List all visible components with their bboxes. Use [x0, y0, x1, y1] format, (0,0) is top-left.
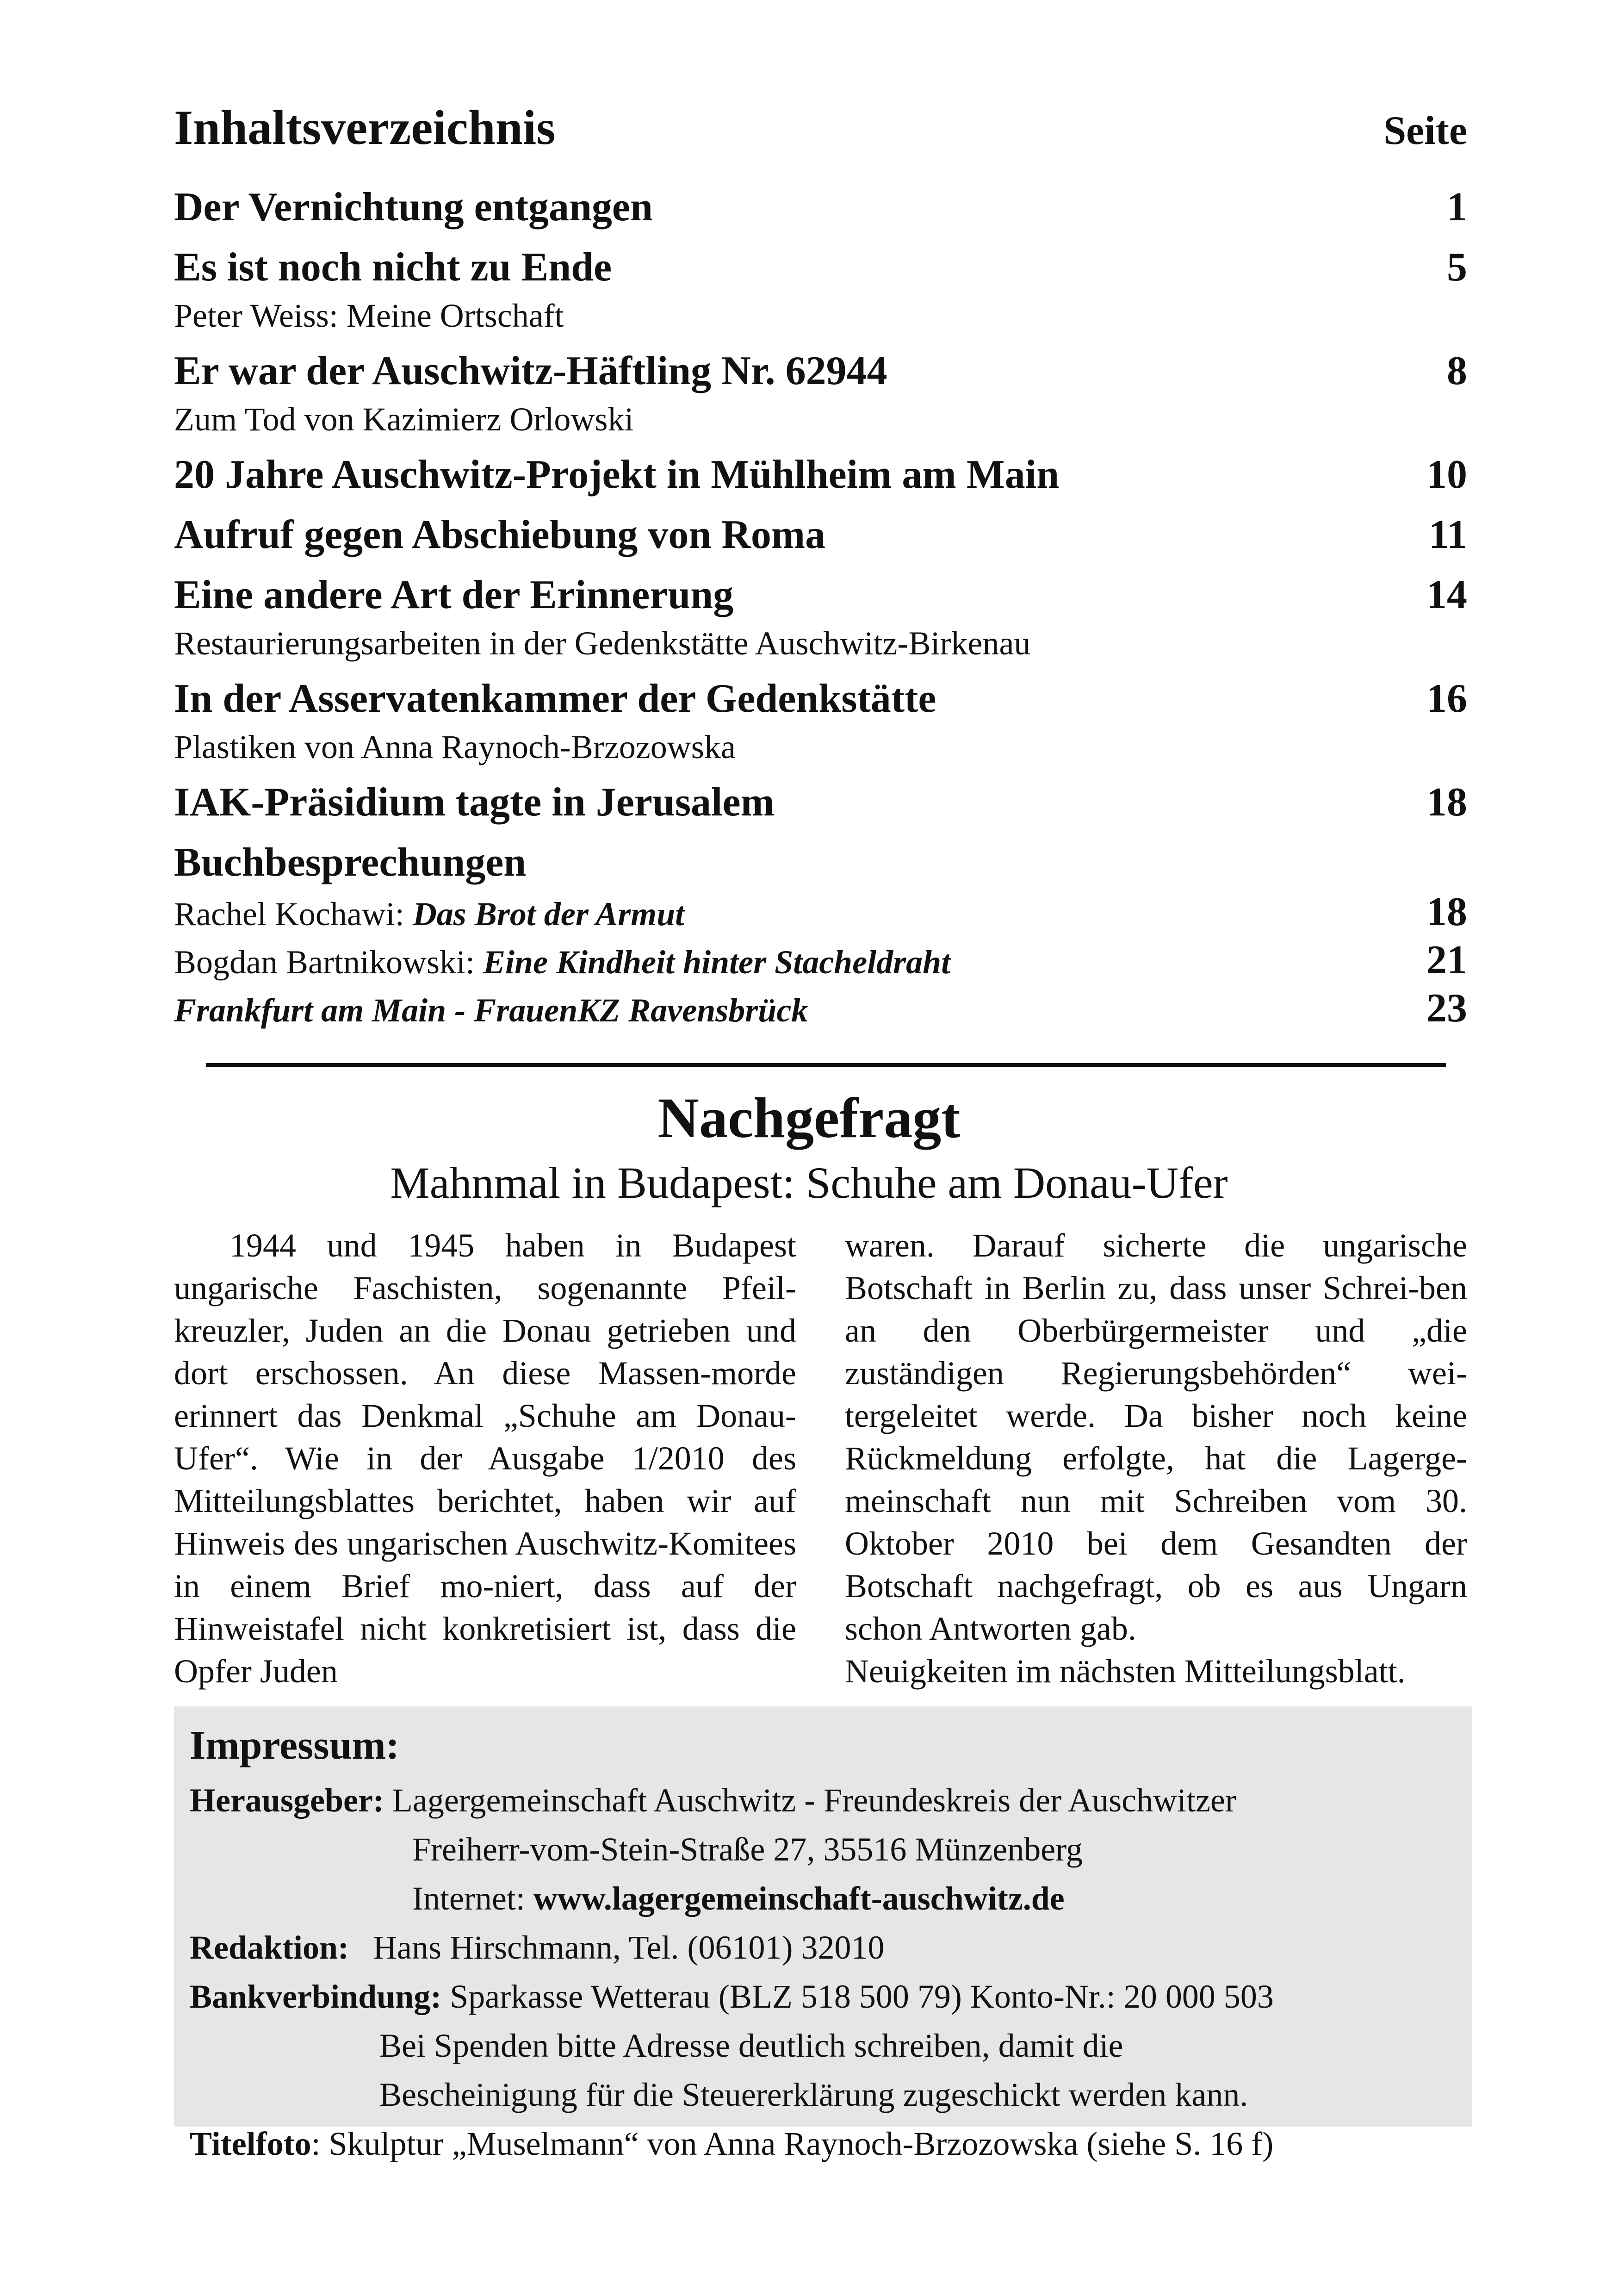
cover-photo-text: : Skulptur „Muselmann“ von Anna Raynoch-Brzozowska (siehe S. 16 f) [311, 2125, 1274, 2162]
book-author: Bogdan Bartnikowski: [174, 944, 483, 981]
toc-title: Inhaltsverzeichnis [174, 100, 556, 155]
book-title: Frankfurt am Main - FrauenKZ Ravensbrück [174, 992, 808, 1029]
toc-entry-page: 14 [1426, 572, 1467, 617]
article-column-left [174, 1224, 796, 1692]
publisher-address: Freiherr-vom-Stein-Straße 27, 35516 Münzenberg [412, 1831, 1083, 1868]
toc-books-section [174, 836, 1467, 1033]
toc-book-item [174, 937, 1467, 985]
toc-entry-subtitle: Plastiken von Anna Raynoch-Brzozowska [174, 728, 736, 765]
impressum-editor [190, 1923, 1463, 1972]
toc-entry [174, 776, 1467, 829]
toc-entry-page: 18 [1426, 780, 1467, 825]
book-author: Rachel Kochawi: [174, 896, 413, 933]
toc-entry-title: In der Asservatenkammer der Gedenkstätte [174, 676, 936, 721]
toc-entry-title: Aufruf gegen Abschiebung von Roma [174, 512, 826, 557]
book-title: Eine Kindheit hinter Stacheldraht [483, 944, 951, 981]
toc-book-item [174, 889, 1467, 937]
bank-note: Bei Spenden bitte Adresse deutlich schreiben, damit die [379, 2027, 1123, 2064]
toc-entry [174, 241, 1467, 337]
book-page: 21 [1426, 938, 1467, 983]
toc-entry [174, 569, 1467, 665]
article-body [174, 1224, 1467, 1692]
toc-entry-subtitle: Zum Tod von Kazimierz Orlowski [174, 401, 634, 438]
toc-books-heading: Buchbesprechungen [174, 840, 527, 885]
website-link[interactable]: www.lagergemeinschaft-auschwitz.de [533, 1880, 1065, 1917]
publisher-label: Herausgeber: [190, 1782, 384, 1819]
toc-entry-subtitle: Restaurierungsarbeiten in der Gedenkstätte Auschwitz-Birkenau [174, 625, 1031, 662]
article-closing-line: Neuigkeiten im nächsten Mitteilungsblatt. [845, 1653, 1406, 1690]
article-subtitle: Mahnmal in Budapest: Schuhe am Donau-Ufer [390, 1158, 1228, 1207]
impressum-bank [190, 1972, 1463, 2021]
bank-details: Sparkasse Wetterau (BLZ 518 500 79) Konto-Nr.: 20 000 503 [450, 1978, 1274, 2015]
toc-entry [174, 181, 1467, 234]
toc-entry [174, 672, 1467, 769]
impressum-box [174, 1706, 1472, 2162]
toc-entry-page: 1 [1447, 185, 1467, 230]
article-paragraph: 1944 und 1945 haben in Budapest ungarische Faschisten, sogenannte Pfeil-kreuzler, Juden an die Donau getrieben und dort erschossen. An diese Massen-morde erinnert das Denkmal „Schuhe am Donau-Ufer“. Wie in der Ausgabe 1/2010 des Mitteilungsblattes berichtet, haben wir auf Hinweis des ungarischen Auschwitz-Komitees in einem Brief mo-niert, dass auf der Hinweistafel nicht konkretisiert ist, dass die Opfer Juden [174, 1227, 796, 1690]
book-page: 23 [1426, 986, 1467, 1031]
toc-entry-page: 10 [1426, 452, 1467, 497]
toc-entry-page: 16 [1426, 676, 1467, 721]
toc-entry-subtitle: Peter Weiss: Meine Ortschaft [174, 297, 564, 334]
article-paragraph: waren. Darauf sicherte die ungarische Botschaft in Berlin zu, dass unser Schrei-ben an den Oberbürgermeister und „die zuständigen Regierungsbehörden“ wei-tergeleitet werde. Da bisher noch keine Rückmeldung erfolgte, hat die Lagerge-meinschaft nun mit Schreiben vom 30. Oktober 2010 bei dem Gesandten der Botschaft nachgefragt, ob es aus Ungarn schon Antworten gab. [845, 1227, 1467, 1647]
toc-entry [174, 448, 1467, 501]
book-page: 18 [1426, 890, 1467, 934]
toc-entry-page: 8 [1447, 348, 1467, 393]
bank-label: Bankverbindung: [190, 1978, 442, 2015]
toc-entry-page: 11 [1428, 512, 1467, 557]
impressum-title: Impressum: [190, 1723, 400, 1768]
article-column-right [845, 1224, 1467, 1692]
toc-entry-title: Eine andere Art der Erinnerung [174, 572, 734, 617]
toc-entry [174, 345, 1467, 441]
toc-entry-title: Er war der Auschwitz-Häftling Nr. 62944 [174, 348, 887, 393]
toc-entry-title: Es ist noch nicht zu Ende [174, 245, 612, 290]
toc-entry-title: Der Vernichtung entgangen [174, 185, 653, 230]
editor-label: Redaktion: [190, 1929, 349, 1966]
editor-name: Hans Hirschmann, Tel. (06101) 32010 [373, 1929, 885, 1966]
publisher-name: Lagergemeinschaft Auschwitz - Freundeskreis der Auschwitzer [392, 1782, 1236, 1819]
internet-label: Internet: [412, 1880, 533, 1917]
toc-entry [174, 509, 1467, 561]
impressum-cover-photo [190, 2119, 1463, 2168]
section-divider [206, 1063, 1446, 1067]
toc-page-label: Seite [1383, 108, 1467, 153]
toc-entry-title: IAK-Präsidium tagte in Jerusalem [174, 780, 775, 825]
book-title: Das Brot der Armut [412, 896, 685, 933]
table-of-contents [174, 100, 1467, 1033]
toc-entry-page: 5 [1447, 245, 1467, 290]
toc-book-item [174, 985, 1467, 1033]
cover-photo-label: Titelfoto [190, 2125, 311, 2162]
toc-entry-title: 20 Jahre Auschwitz-Projekt in Mühlheim am Main [174, 452, 1060, 497]
impressum-publisher [190, 1776, 1463, 1825]
article-title: Nachgefragt [657, 1086, 961, 1150]
publisher-internet [190, 1874, 1463, 1923]
bank-note: Bescheinigung für die Steuererklärung zugeschickt werden kann. [379, 2076, 1248, 2113]
